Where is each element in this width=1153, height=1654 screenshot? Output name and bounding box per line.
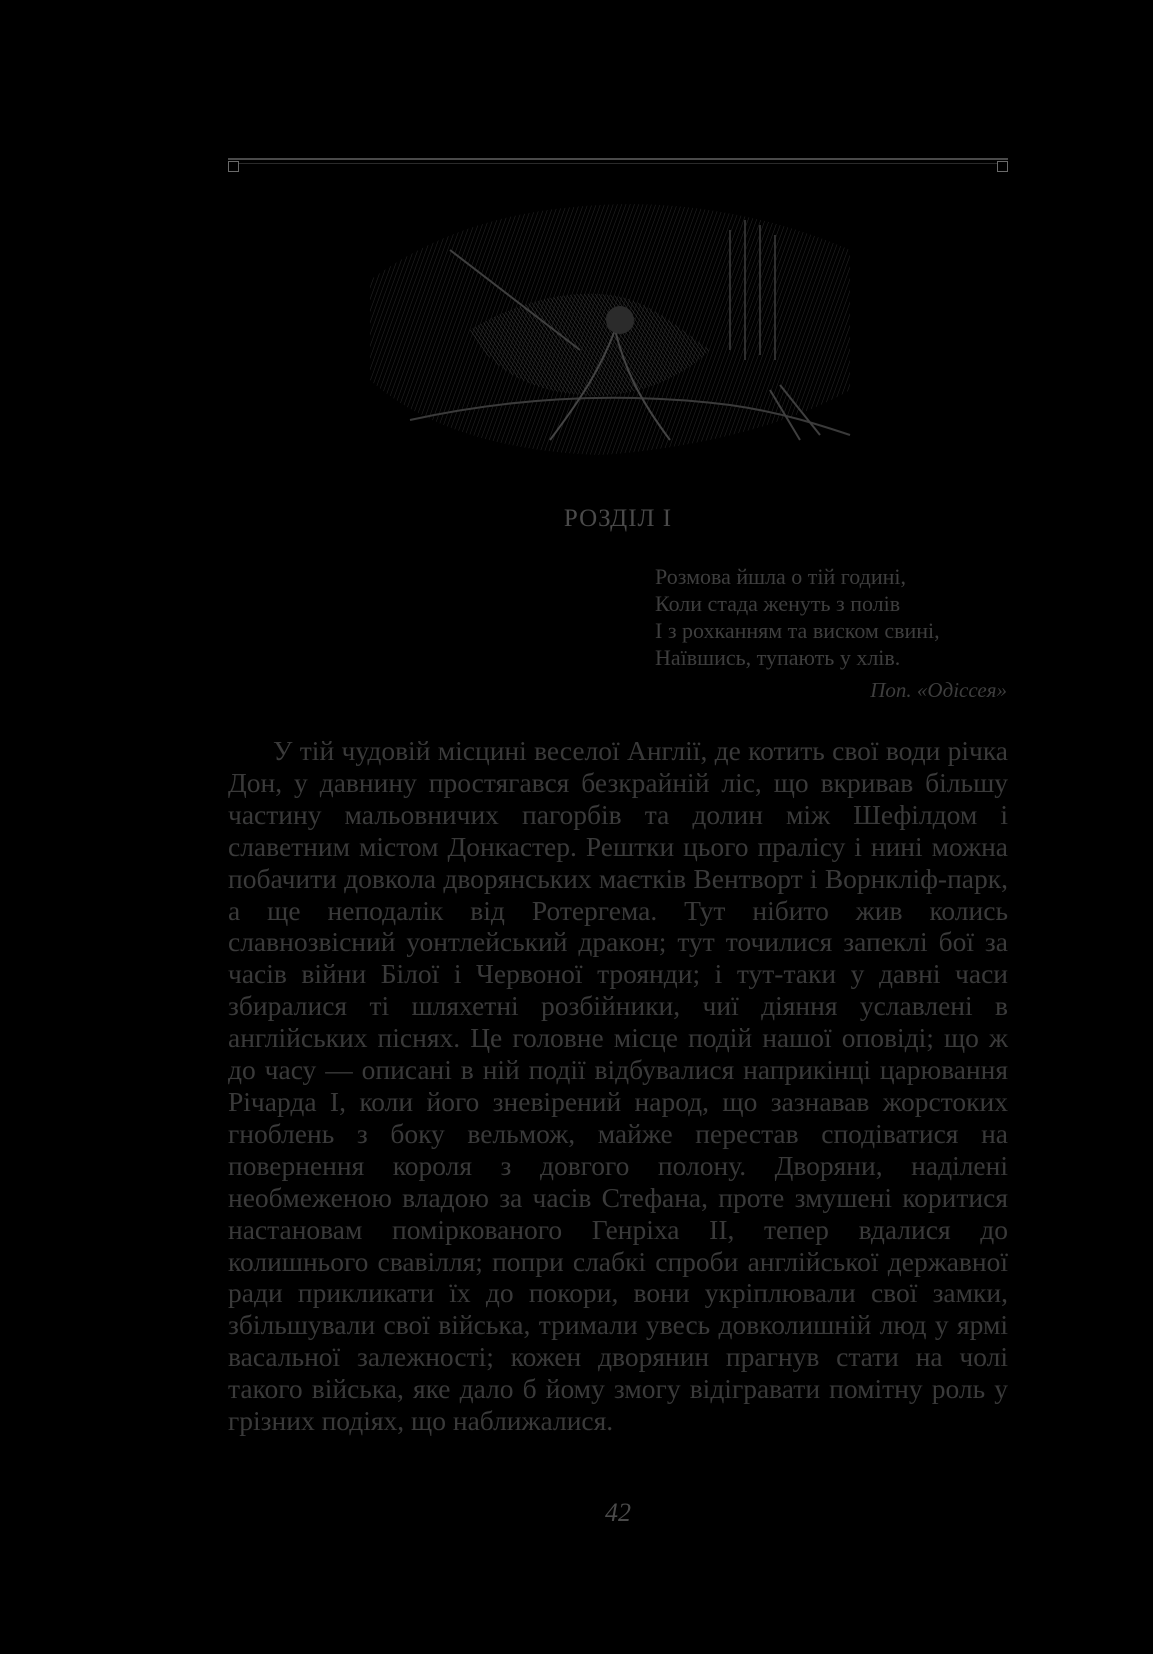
body-paragraph: У тій чудовій місцині веселої Англії, де котить свої води річка Дон, у давнину простягався безкрайній ліс, що вкривав більшу частину мальовничих пагорбів та долин між Шефілдом і славетним містом Донкастер. Рештки цього пралісу і нині можна побачити довкола дворянських маєтків Вентворт і Ворнкліф-парк, а ще неподалік від Ротергема. Тут нібито жив колись славнозвісний уонтлейський дракон; тут точилися запеклі бої за часів війни Білої і Червоної троянди; і тут-таки у давні часи збиралися ті шляхетні розбійники, чиї діяння уславлені в англійських піснях. Це головне місце подій нашої оповіді; що ж до часу — описані в ній події відбувалися наприкінці царювання Річарда І, коли його зневірений народ, що зазнавав жорстоких гноблень з боку вельмож, майже перестав сподіватися на повернення короля з довгого полону. Дворяни, наділені необмеженою владою за часів Стефана, проте змушені коритися настановам поміркованого Генріха ІІ, тепер вдалися до колишнього свавілля; попри слабкі спроби англійської державної ради прикликати їх до покори, вони укріплювали свої замки, збільшували свої війська, тримали увесь довколишній люд у ярмі васальної залежності; кожен дворянин прагнув стати на чолі такого війська, яке дало б йому змогу відігравати помітну роль у грізних подіях, що наближалися. [228, 735, 1008, 1437]
corner-square-icon [997, 161, 1008, 172]
epigraph-line: Коли стада женуть з полів [655, 591, 901, 616]
epigraph-source: Поп. «Одіссея» [870, 678, 1007, 702]
chapter-title: РОЗДІЛ І [563, 505, 673, 532]
epigraph-line: Наївшись, тупають у хлів. [655, 645, 901, 670]
epigraph [655, 563, 1007, 671]
epigraph-line: І з рохканням та виском свині, [655, 618, 940, 643]
epigraph-line: Розмова йшла о тій годині, [655, 564, 907, 589]
page-number: 42 [605, 1498, 631, 1527]
chapter-vignette-engraving [350, 190, 880, 470]
header-rule-thin [228, 163, 1008, 164]
corner-square-icon [228, 161, 239, 172]
header-rule [228, 158, 1008, 160]
